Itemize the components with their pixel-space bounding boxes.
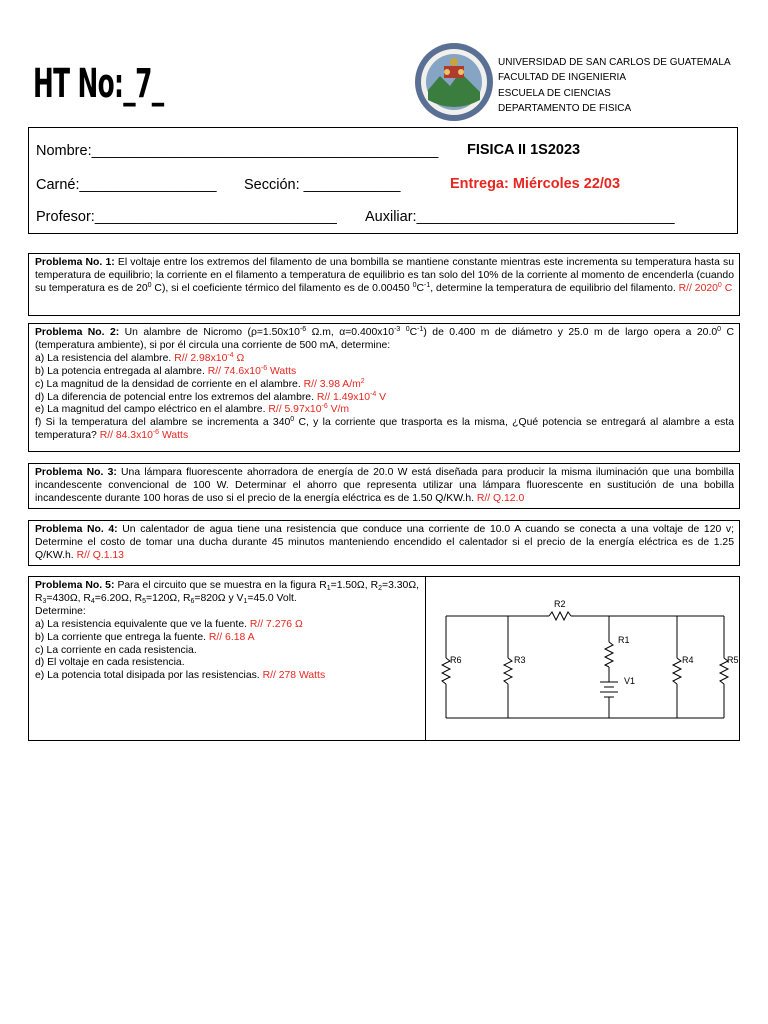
intro-part: Para el circuito que se muestra en la figura R [114, 580, 327, 591]
problem-5-item-d: d) El voltaje en cada resistencia. [35, 657, 185, 669]
problem-1-text-part: C), si el coeficiente térmico del filamento es de 0.00450 [151, 282, 413, 294]
question-text: C, y la corriente que trasporta es la misma, ¿Qué potencia se entregará al alambre a esta temperatura? [35, 417, 734, 442]
superscript: -6 [299, 326, 307, 333]
problem-1-text-part: C [416, 282, 425, 294]
department-name: DEPARTAMENTO DE FISICA [498, 102, 632, 114]
subscript: 2 [378, 585, 383, 592]
answer: R// 6.18 A [208, 631, 255, 643]
resistor-r2 [549, 612, 571, 620]
intro-part: C (temperatura ambiente), si por él circula una corriente de 500 mA, determine: [35, 327, 734, 351]
university-seal-logo [414, 40, 494, 124]
label-r5-outer: R5 [727, 655, 739, 665]
label-r2: R2 [554, 599, 566, 609]
superscript: 0 [717, 281, 722, 289]
question-text: c) La magnitud de la densidad de corriente en el alambre. [35, 378, 304, 390]
superscript: 0 [147, 281, 152, 289]
superscript: -6 [321, 403, 328, 411]
resistor-r3 [504, 658, 512, 684]
subscript: 6 [190, 597, 195, 605]
question-text: a) La resistencia del alambre. [35, 352, 175, 364]
subscript: 1 [326, 585, 331, 592]
auxiliar-field[interactable]: Auxiliar:________________________________ [365, 209, 675, 225]
column-divider [425, 577, 426, 740]
problem-5-item-e [35, 670, 419, 683]
answer-value: R// 3.98 A/m [303, 378, 361, 390]
subscript: 3 [42, 597, 47, 605]
problem-2-title: Problema No. 2: [35, 327, 120, 338]
resistor-r4 [673, 658, 681, 684]
answer: R// 278 Watts [262, 670, 326, 682]
superscript: 0 [405, 326, 410, 333]
intro-part: =1.50Ω, R [330, 580, 379, 591]
circuit-diagram [441, 597, 731, 722]
label-v1: V1 [624, 676, 636, 686]
label-r1: R1 [618, 635, 630, 645]
intro-part: =820Ω y V [194, 592, 244, 604]
subscript: 4 [90, 597, 95, 605]
problem-5-box [28, 576, 740, 741]
problem-5-text [35, 580, 419, 683]
answer-unit: Watts [267, 365, 297, 377]
answer [304, 379, 365, 390]
problem-4-body: Un calentador de agua tiene una resistencia que conduce una corriente de 10.0 A cuando se conecta a una voltaje de 120 v; Determine el costo de tomar una ducha durante 45 minutos manteniendo encendido el calentador si el precio de la energía eléctrica es de 1.25 Q/KW.h. [35, 524, 734, 561]
intro-part: =120Ω, R [146, 592, 191, 604]
answer [174, 353, 244, 364]
answer-value: R// 84.3x10 [99, 430, 153, 442]
answer-value: R// 1.49x10 [316, 391, 370, 403]
question-text: e) La potencia total disipada por las resistencias. [35, 670, 263, 682]
problem-1-box [28, 253, 740, 316]
label-r4: R4 [682, 655, 694, 665]
problem-4-text [35, 524, 734, 563]
problem-2-box [28, 323, 740, 452]
school-name: ESCUELA DE CIENCIAS [498, 87, 611, 99]
intro-part: =45.0 Volt. [247, 592, 297, 604]
answer-value: R// 2.98x10 [174, 352, 228, 364]
superscript: -3 [394, 326, 401, 333]
label-r3: R3 [514, 655, 526, 665]
problem-2-item-d [35, 392, 734, 405]
problem-4-box [28, 520, 740, 566]
student-info-box [28, 127, 738, 234]
question-text: a) La resistencia equivalente que ve la fuente. [35, 618, 250, 630]
answer-value: R// 5.97x10 [268, 404, 322, 416]
question-text: b) La corriente que entrega la fuente. [35, 631, 209, 643]
problem-5-item-a [35, 619, 419, 632]
problem-1-text-part: , determine la temperatura de equilibrio del filamento. [430, 282, 679, 294]
intro-part: =3.30Ω, R [35, 580, 419, 604]
problem-2-item-e [35, 404, 734, 417]
intro-part: Ω.m, α=0.400x10 [306, 327, 395, 338]
question-text: d) La diferencia de potencial entre los extremos del alambre. [35, 391, 317, 403]
problem-2-item-c [35, 379, 734, 392]
faculty-name: FACULTAD DE INGENIERIA [498, 72, 626, 84]
intro-part: =6.20Ω, R [94, 592, 143, 604]
problem-4-title: Problema No. 4: [35, 524, 118, 535]
carne-field[interactable]: Carné:_________________ [36, 177, 217, 193]
resistor-r6 [442, 658, 450, 684]
problem-2-item-a [35, 353, 734, 366]
problem-1-text-part: El voltaje entre los extremos del filamento de una bombilla se mantiene constante mientras este incrementa su temperatura hasta su temperatura de equilibrio; la corriente en el filamento a temperatura de equilibrio es tan solo del 10% de la corriente al momento de encenderla (cuando su temperatura es de 20 [35, 257, 734, 294]
problem-3-text [35, 467, 734, 506]
resistor-r1 [605, 642, 613, 667]
determine-label: Determine: [35, 605, 86, 617]
problem-3-box [28, 463, 740, 509]
seccion-field[interactable]: Sección: ____________ [244, 177, 401, 193]
answer-value: R// 74.6x10 [207, 365, 261, 377]
nombre-field[interactable]: Nombre:___________________________________________ [36, 143, 439, 159]
problem-5-intro [35, 580, 419, 606]
intro-part: ) de 0.400 m de diámetro y 25.0 m de largo opera a 20.0 [423, 327, 718, 338]
university-header [498, 55, 731, 116]
problem-3-title: Problema No. 3: [35, 467, 117, 478]
intro-part: =430Ω, R [46, 592, 91, 604]
superscript: 0 [412, 281, 417, 289]
question-text: b) La potencia entregada al alambre. [35, 365, 208, 377]
superscript: 0 [717, 326, 722, 333]
answer-unit: Watts [159, 430, 189, 442]
answer [100, 430, 188, 441]
problem-5-item-b [35, 632, 419, 645]
superscript: 2 [360, 377, 365, 385]
problem-1-answer [679, 283, 733, 294]
superscript: -1 [424, 281, 431, 289]
problem-3-body: Una lámpara fluorescente ahorradora de energía de 20.0 W está diseñada para producir la misma iluminación que una bombilla incandescente convencional de 100 W. Determinar el ahorro que representa utilizar una lámpara fluorescente en sustitución de una bobilla incandescente durante 100 horas de uso si el precio de la energía eléctrica es de 1.50 Q/KW.h. [35, 467, 734, 504]
problem-5-item-c: c) La corriente en cada resistencia. [35, 644, 197, 656]
answer-unit: V [376, 391, 387, 403]
superscript: -6 [152, 429, 160, 437]
subscript: 1 [243, 597, 248, 605]
problem-2-intro [35, 327, 734, 353]
superscript: 0 [290, 416, 295, 424]
problem-2-item-f [35, 417, 734, 443]
answer-unit: Ω [233, 352, 245, 364]
answer-unit: V/m [327, 404, 350, 416]
superscript: -1 [417, 326, 424, 333]
label-r6: R6 [450, 655, 462, 665]
homework-title: HT No:_7_ [33, 61, 164, 107]
answer [268, 404, 349, 415]
answer-value: R// 2020 [678, 282, 718, 294]
superscript: -4 [370, 390, 377, 398]
problem-4-answer: R// Q.1.13 [76, 549, 124, 561]
answer: R// 7.276 Ω [249, 618, 303, 630]
problem-3-answer: R// Q.12.0 [476, 492, 525, 504]
problem-2-item-b [35, 366, 734, 379]
problem-1-title: Problema No. 1: [35, 257, 115, 268]
superscript: -6 [260, 364, 268, 372]
intro-part: Un alambre de Nicromo (ρ=1.50x10 [119, 327, 300, 338]
course-name: FISICA II 1S2023 [467, 142, 581, 158]
answer-unit: C [721, 282, 733, 294]
answer [317, 392, 386, 403]
question-text: f) Si la temperatura del alambre se incrementa a 340 [35, 417, 291, 429]
subscript: 5 [142, 597, 147, 605]
problem-1-text [35, 257, 734, 296]
due-date: Entrega: Miércoles 22/03 [450, 176, 621, 192]
university-name: UNIVERSIDAD DE SAN CARLOS DE GUATEMALA [498, 57, 731, 68]
answer [208, 366, 296, 377]
superscript: -4 [227, 351, 234, 359]
profesor-field[interactable]: Profesor:______________________________ [36, 209, 337, 225]
question-text: e) La magnitud del campo eléctrico en el alambre. [35, 404, 269, 416]
intro-part: C [409, 327, 418, 338]
problem-5-title: Problema No. 5: [35, 580, 115, 591]
